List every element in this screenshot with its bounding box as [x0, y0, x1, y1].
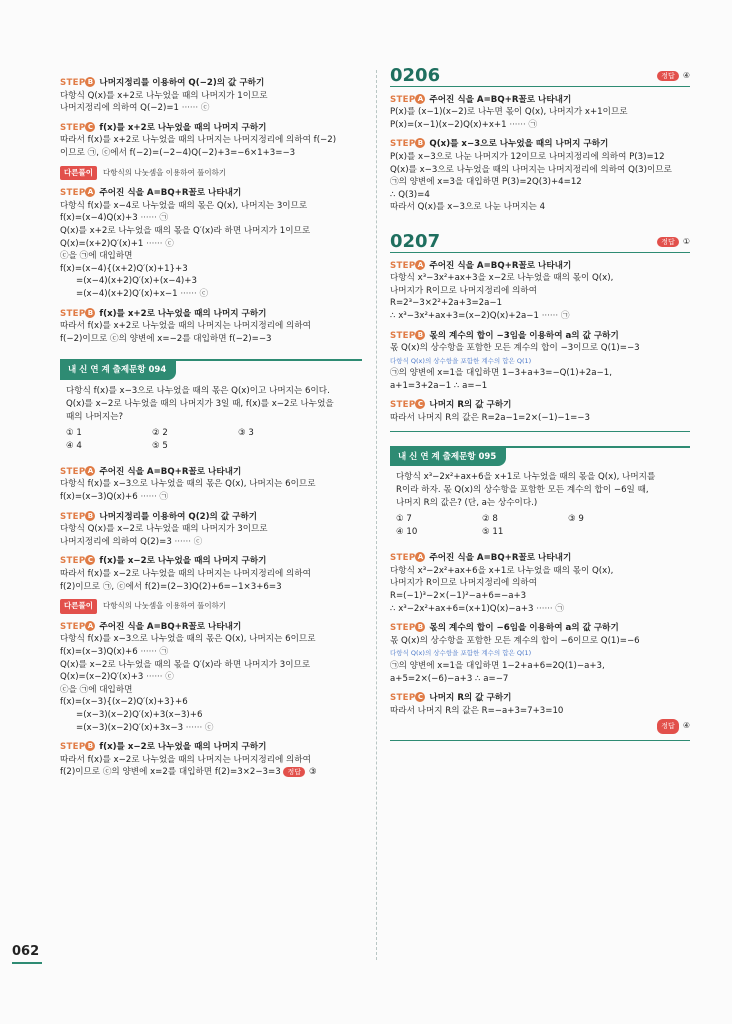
final-answer	[390, 719, 690, 734]
problem-answer	[657, 236, 690, 249]
step-heading	[390, 138, 690, 151]
step-title: 나머지 R의 값 구하기	[429, 693, 512, 704]
step-badge: A	[415, 94, 425, 104]
step-title: 주어진 식을 A=BQ+R꼴로 나타내기	[99, 188, 242, 199]
solution-line	[390, 201, 690, 214]
step-heading	[390, 330, 690, 343]
line-text: P(x)=(x−1)(x−2)Q(x)+x+1	[390, 119, 507, 130]
step-label: STEP	[390, 94, 416, 105]
solution-line	[390, 660, 690, 673]
line-text: =(x−3)(x−2)Q′(x)+3x−3	[76, 722, 184, 733]
line-text: ∴ x³−2x²+ax+6=(x+1)Q(x)−a+3	[390, 603, 534, 614]
step-title: f(x)를 x+2로 나누었을 때의 나머지 구하기	[99, 122, 267, 133]
answer-choices	[396, 513, 684, 539]
line-text: ⓒ을 ㉠에 대입하면	[60, 251, 133, 262]
step-title: 주어진 식을 A=BQ+R꼴로 나타내기	[429, 94, 572, 105]
step-badge: B	[85, 511, 95, 521]
step-label: STEP	[60, 556, 86, 567]
line-text: 따라서 나머지 R의 값은 R=2a−1=2×(−1)−1=−3	[390, 413, 590, 424]
choice-item: ③ 9	[568, 514, 584, 525]
answer-tag: 정답	[283, 767, 305, 777]
line-text: 이므로 ㉠, ⓒ에서 f(−2)=(−2−4)Q(−2)+3=−6×1+3=−3	[60, 147, 296, 158]
line-text: 따라서 Q(x)를 x−3으로 나눈 나머지는 4	[390, 202, 546, 213]
solution-line	[390, 577, 690, 590]
problem-line: 다항식 x³−2x²+ax+6을 x+1로 나누었을 때의 몫을 Q(x), 나머지를	[396, 472, 656, 483]
step-badge: A	[415, 260, 425, 270]
line-text: 다항식 Q(x)를 x−2로 나누었을 때의 나머지가 3이므로	[60, 524, 268, 535]
step-label: STEP	[60, 188, 86, 199]
line-text: ∴ x³−3x²+ax+3=(x−2)Q(x)+2a−1	[390, 310, 539, 321]
equation-marker: ······ ㉠	[509, 119, 538, 130]
line-text: ∴ Q(3)=4	[390, 189, 430, 200]
line-text: P(x)를 (x−1)(x−2)로 나누면 몫이 Q(x), 나머지가 x+1이므로	[390, 107, 628, 118]
solution-line	[390, 151, 690, 164]
step-label: STEP	[390, 330, 416, 341]
solution-line	[60, 200, 362, 213]
step-label: STEP	[390, 553, 416, 564]
equation-marker: ······ ⓒ	[180, 288, 209, 299]
line-text: ㉠의 양변에 x=1을 대입하면 1−2+a+6=2Q(1)−a+3,	[390, 661, 605, 671]
solution-line	[60, 696, 362, 709]
solution-line	[60, 225, 362, 238]
step-heading	[60, 555, 362, 568]
choice-item: ② 2	[152, 427, 168, 438]
answer-choices	[66, 427, 356, 453]
line-text: f(x)=(x−4)Q(x)+3	[60, 213, 138, 224]
side-note: 다항식 Q(x)의 상수항을 포함한 계수의 합은 Q(1)	[390, 356, 532, 365]
step-badge: B	[415, 622, 425, 632]
step-badge: B	[85, 308, 95, 318]
solution-line	[60, 766, 362, 779]
solution-line	[60, 263, 362, 276]
solution-line	[60, 671, 362, 684]
solution-line	[60, 212, 362, 225]
step-title: 몫의 계수의 합이 −3임을 이용하여 a의 값 구하기	[429, 330, 619, 341]
problem-number: 0206	[390, 65, 441, 86]
line-text: 나머지정리에 의하여 Q(2)=3	[60, 536, 172, 547]
step-badge: C	[415, 692, 425, 702]
line-text: 다항식 f(x)를 x−4로 나누었을 때의 몫은 Q(x), 나머지는 3이므로	[60, 200, 308, 211]
problem-number-header	[390, 230, 690, 253]
step-title: f(x)를 x−2로 나누었을 때의 나머지 구하기	[99, 556, 267, 567]
solution-line	[390, 164, 690, 177]
step-heading	[60, 77, 362, 90]
step-title: 주어진 식을 A=BQ+R꼴로 나타내기	[99, 621, 242, 632]
equation-marker: ······ ⓒ	[181, 103, 210, 114]
solution-line	[60, 633, 362, 646]
equation-marker: ······ ㉠	[140, 492, 169, 503]
problem-number: 0207	[390, 230, 441, 252]
solution-line	[60, 250, 362, 263]
step-title: Q(x)를 x−3으로 나누었을 때의 나머지 구하기	[429, 139, 609, 150]
line-text: 다항식 Q(x)를 x+2로 나누었을 때의 나머지가 1이므로	[60, 90, 268, 101]
answer-value: ④	[682, 71, 690, 80]
step-label: STEP	[60, 78, 86, 88]
step-title: 나머지정리를 이용하여 Q(−2)의 값 구하기	[99, 78, 265, 88]
step-title: 주어진 식을 A=BQ+R꼴로 나타내기	[99, 466, 242, 477]
page-number-underline	[12, 962, 42, 964]
step-label: STEP	[60, 466, 86, 477]
step-label: STEP	[390, 139, 416, 150]
line-text: 다항식 f(x)를 x−3으로 나누었을 때의 몫은 Q(x), 나머지는 6이므로	[60, 479, 316, 490]
step-heading	[60, 122, 362, 135]
step-heading	[60, 308, 362, 321]
choice-item: ④ 4	[66, 440, 82, 451]
solution-line	[60, 320, 362, 333]
answer-value: ④	[682, 721, 690, 731]
line-text: f(−2)이므로 ⓒ의 양변에 x=−2를 대입하면 f(−2)=−3	[60, 333, 272, 344]
line-text: ㉠의 양변에 x=3을 대입하면 P(3)=2Q(3)+4=12	[390, 177, 582, 188]
equation-marker: ······ ⓒ	[185, 722, 214, 733]
step-badge: B	[85, 77, 95, 87]
problem-line: R이라 하자. 몫 Q(x)의 상수항을 포함한 모든 계수의 합이 −6일 때,	[396, 485, 649, 496]
solution-line	[390, 189, 690, 202]
line-text: 따라서 f(x)를 x−2로 나누었을 때의 나머지는 나머지정리에 의하여	[60, 569, 311, 580]
line-text: 다항식 x³−2x²+ax+6을 x+1로 나누었을 때의 몫이 Q(x),	[390, 565, 614, 576]
step-badge: C	[415, 399, 425, 409]
step-badge: A	[85, 466, 95, 476]
step-label: STEP	[390, 623, 416, 634]
answer-tag: 정답	[657, 719, 679, 734]
solution-line	[390, 176, 690, 189]
solution-line	[390, 565, 690, 578]
answer-value: ③	[308, 767, 317, 778]
problem-number-header	[390, 65, 690, 87]
step-heading	[60, 741, 362, 754]
problem-line: 다항식 f(x)를 x−3으로 나누었을 때의 몫은 Q(x)이고 나머지는 6이다.	[66, 385, 330, 396]
solution-line	[390, 297, 690, 310]
step-badge: A	[415, 552, 425, 562]
solution-line	[390, 635, 690, 648]
step-badge: B	[85, 741, 95, 751]
step-label: STEP	[390, 260, 416, 271]
practice-problem-box	[390, 446, 690, 546]
step-label: STEP	[60, 621, 86, 632]
section-rule	[390, 431, 690, 432]
line-text: Q(x)를 x+2로 나누었을 때의 몫을 Q′(x)라 하면 나머지가 1이므로	[60, 225, 311, 236]
choice-item: ③ 3	[238, 427, 254, 438]
line-text: 따라서 f(x)를 x+2로 나누었을 때의 나머지는 나머지정리에 의하여	[60, 321, 311, 332]
line-text: P(x)를 x−3으로 나눈 나머지가 12이므로 나머지정리에 의하여 P(3)=12	[390, 151, 665, 162]
solution-line	[390, 285, 690, 298]
line-text: f(x)=(x−3)Q(x)+6	[60, 647, 138, 657]
choice-item: ① 1	[66, 427, 82, 438]
solution-line	[390, 272, 690, 285]
solution-line	[390, 705, 690, 718]
equation-marker: ······ ㉠	[140, 213, 169, 224]
practice-problem-box	[60, 359, 362, 459]
step-badge: C	[85, 122, 95, 132]
line-text: 나머지가 R이므로 나머지정리에 의하여	[390, 578, 537, 589]
alt-tag: 다른풀이	[60, 599, 97, 614]
solution-line	[60, 478, 362, 491]
choice-item: ④ 10	[396, 527, 418, 538]
line-text: f(x)=(x−3){(x−2)Q′(x)+3}+6	[60, 697, 188, 708]
step-title: 주어진 식을 A=BQ+R꼴로 나타내기	[429, 260, 572, 271]
line-text: f(x)=(x−3)Q(x)+6	[60, 492, 138, 503]
line-text: f(2)이므로 ⓒ의 양변에 x=2를 대입하면 f(2)=3×2−3=3	[60, 767, 281, 778]
left-column	[60, 70, 362, 779]
problem-body	[60, 380, 362, 459]
line-text: 나머지가 R이므로 나머지정리에 의하여	[390, 285, 537, 296]
solution-line	[60, 288, 362, 301]
line-text: Q(x)=(x−2)Q′(x)+3	[60, 672, 144, 683]
right-column	[390, 65, 690, 741]
line-text: Q(x)를 x−3으로 나누었을 때의 나머지는 나머지정리에 의하여 Q(3)이므로	[390, 164, 672, 175]
step-label: STEP	[60, 308, 86, 319]
solution-line	[390, 119, 690, 132]
line-text: ⓒ을 ㉠에 대입하면	[60, 684, 133, 695]
alt-text: 다항식의 나눗셈을 이용하여 풀이하기	[102, 167, 227, 177]
step-label: STEP	[60, 511, 86, 522]
line-text: R=2³−3×2²+2a+3=2a−1	[390, 298, 503, 309]
problem-header: 내 신 연 계 출제문항 094	[60, 361, 176, 380]
solution-line	[60, 275, 362, 288]
step-label: STEP	[390, 693, 416, 704]
problem-line: 나머지 R의 값은? (단, a는 상수이다.)	[396, 498, 538, 509]
problem-answer	[657, 70, 690, 83]
step-badge: C	[85, 555, 95, 565]
equation-marker: ······ ㉠	[541, 310, 570, 321]
step-badge: A	[85, 621, 95, 631]
solution-line	[60, 491, 362, 504]
equation-marker: ······ ㉠	[140, 647, 169, 657]
step-label: STEP	[60, 122, 86, 133]
line-text: Q(x)=(x+2)Q′(x)+1	[60, 238, 144, 249]
solution-line	[60, 646, 362, 659]
answer-value: ①	[682, 236, 690, 246]
solution-line	[390, 310, 690, 323]
choice-item: ⑤ 11	[482, 527, 504, 538]
column-divider	[376, 70, 377, 960]
solution-line	[390, 590, 690, 603]
equation-marker: ······ ㉠	[536, 603, 564, 614]
solution-line	[60, 754, 362, 767]
solution-line	[390, 603, 690, 616]
step-heading	[60, 511, 362, 524]
solution-line	[60, 102, 362, 115]
step-heading	[60, 466, 362, 479]
section-rule	[390, 740, 690, 741]
step-heading	[390, 399, 690, 412]
solution-line	[60, 722, 362, 735]
equation-marker: ······ ⓒ	[146, 672, 174, 683]
answer-tag: 정답	[657, 237, 679, 247]
line-text: 따라서 f(x)를 x+2로 나누었을 때의 나머지는 나머지정리에 의하여 f(−2)	[60, 135, 337, 146]
line-text: a+1=3+2a−1 ∴ a=−1	[390, 380, 488, 391]
equation-marker: ······ ⓒ	[146, 238, 174, 249]
line-text: R=(−1)³−2×(−1)²−a+6=−a+3	[390, 591, 527, 602]
solution-line	[60, 581, 362, 594]
step-heading	[390, 692, 690, 705]
solution-line	[390, 412, 690, 425]
equation-marker: ······ ⓒ	[174, 536, 203, 547]
choice-item: ② 8	[482, 514, 498, 525]
alt-text: 다항식의 나눗셈을 이용하여 풀이하기	[102, 601, 227, 611]
page-number: 062	[12, 944, 40, 959]
solution-line	[60, 536, 362, 549]
solution-line	[60, 147, 362, 160]
line-text: 나머지정리에 의하여 Q(−2)=1	[60, 103, 179, 114]
step-label: STEP	[390, 400, 416, 411]
alt-tag: 다른풀이	[60, 166, 97, 181]
line-text: 따라서 f(x)를 x−2로 나누었을 때의 나머지는 나머지정리에 의하여	[60, 754, 311, 765]
step-heading	[60, 187, 362, 200]
solution-line	[390, 342, 690, 355]
solution-line	[60, 333, 362, 346]
solution-line	[60, 523, 362, 536]
line-text: f(x)=(x−4){(x+2)Q′(x)+1}+3	[60, 263, 188, 274]
step-title: 나머지 R의 값 구하기	[429, 400, 512, 411]
alternative-solution-header	[60, 166, 362, 181]
choice-item: ① 7	[396, 514, 412, 525]
line-text: ㉠의 양변에 x=1을 대입하면 1−3+a+3=−Q(1)+2a−1,	[390, 368, 612, 379]
solution-line	[60, 659, 362, 672]
answer-tag: 정답	[657, 71, 679, 81]
solution-line	[60, 568, 362, 581]
alternative-solution-header	[60, 599, 362, 614]
step-badge: A	[85, 187, 95, 197]
solution-line	[60, 684, 362, 697]
line-text: 몫 Q(x)의 상수항을 포함한 모든 계수의 합이 −6이므로 Q(1)=−6	[390, 635, 640, 646]
line-text: a+5=2×(−6)−a+3 ∴ a=−7	[390, 673, 509, 684]
step-title: f(x)를 x+2로 나누었을 때의 나머지 구하기	[99, 308, 267, 319]
line-text: =(x−4)(x+2)Q′(x)+x−1	[76, 288, 178, 299]
line-text: Q(x)를 x−2로 나누었을 때의 몫을 Q′(x)라 하면 나머지가 3이므로	[60, 659, 311, 670]
choice-item: ⑤ 5	[152, 440, 168, 451]
line-text: =(x−3)(x−2)Q′(x)+3(x−3)+6	[76, 709, 203, 720]
line-text: 몫 Q(x)의 상수항을 포함한 모든 계수의 합이 −3이므로 Q(1)=−3	[390, 343, 640, 354]
solution-line	[390, 380, 690, 393]
step-title: 주어진 식을 A=BQ+R꼴로 나타내기	[429, 553, 572, 564]
step-heading	[390, 622, 690, 635]
solution-line	[60, 90, 362, 103]
line-text: =(x−4)(x+2)Q′(x)+(x−4)+3	[76, 276, 197, 287]
step-heading	[390, 260, 690, 273]
step-title: 나머지정리를 이용하여 Q(2)의 값 구하기	[99, 511, 258, 522]
problem-line: Q(x)를 x−2로 나누었을 때의 나머지가 3일 때, f(x)를 x−2로 나누었을	[66, 398, 334, 409]
solution-line	[60, 709, 362, 722]
line-text: 다항식 f(x)를 x−3으로 나누었을 때의 몫은 Q(x), 나머지는 6이므로	[60, 634, 316, 645]
step-label: STEP	[60, 742, 86, 753]
solution-line	[390, 673, 690, 686]
solution-line	[60, 238, 362, 251]
step-heading	[390, 94, 690, 107]
problem-header: 내 신 연 계 출제문항 095	[390, 448, 506, 467]
line-text: f(2)이므로 ㉠, ⓒ에서 f(2)=(2−3)Q(2)+6=−1×3+6=3	[60, 581, 282, 592]
step-badge: B	[415, 138, 425, 148]
step-title: 몫의 계수의 합이 −6임을 이용하여 a의 값 구하기	[429, 623, 619, 634]
problem-body	[390, 466, 690, 545]
line-text: 다항식 x³−3x²+ax+3을 x−2로 나누었을 때의 몫이 Q(x),	[390, 273, 614, 284]
problem-line: 때의 나머지는?	[66, 411, 124, 422]
step-heading	[390, 552, 690, 565]
step-title: f(x)를 x−2로 나누었을 때의 나머지 구하기	[99, 742, 267, 753]
solution-line	[390, 106, 690, 119]
side-note: 다항식 Q(x)의 상수항을 포함한 계수의 합은 Q(1)	[390, 649, 532, 658]
solution-line	[390, 367, 690, 380]
step-badge: B	[415, 330, 425, 340]
step-heading	[60, 621, 362, 634]
solution-line	[60, 134, 362, 147]
line-text: 따라서 나머지 R의 값은 R=−a+3=7+3=10	[390, 705, 564, 716]
